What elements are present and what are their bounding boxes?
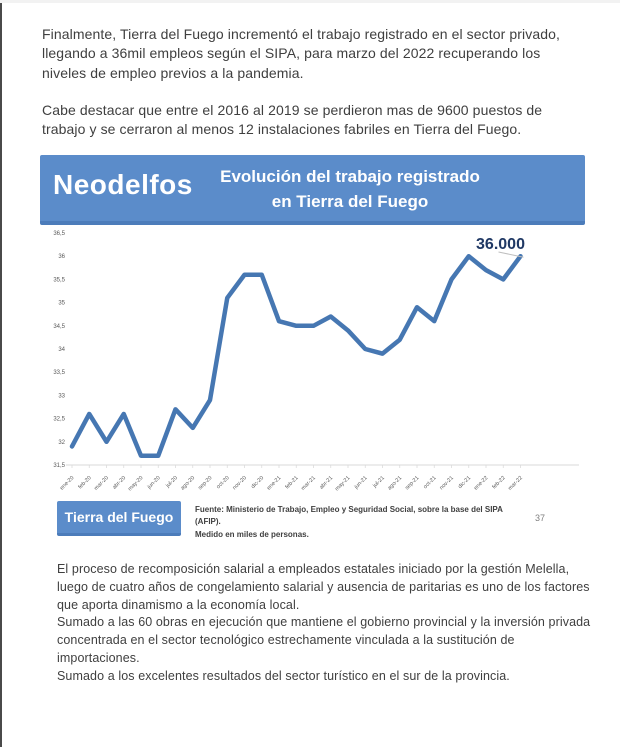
x-axis-tick-label: dic-21: [457, 475, 473, 491]
x-axis-tick-label: abr-20: [111, 475, 128, 491]
source-note: [195, 504, 505, 541]
body-paragraph-2: Sumado a las 60 obras en ejecución que mantiene el gobierno provincial y la inversión privada concentrada en el sector tecnológico estrechamente vinculada a la sustitución de importaciones.: [57, 615, 591, 665]
employment-series-line: [72, 256, 521, 456]
x-axis-tick-label: feb-20: [77, 475, 93, 491]
x-axis-tick-label: jul-20: [165, 475, 179, 489]
chart-title-line-1: Evolución del trabajo registrado: [220, 167, 480, 186]
x-axis-tick-label: mar-20: [93, 475, 110, 492]
y-axis-tick-label: 35,5: [53, 277, 65, 284]
source-note-line-2: Medido en miles de personas.: [195, 529, 309, 539]
y-axis-tick-label: 34,5: [53, 323, 65, 330]
page-number: 37: [535, 513, 546, 523]
employment-chart-panel: [40, 155, 585, 548]
x-axis-tick-label: ene-20: [59, 475, 76, 492]
x-axis-tick-label: sep-21: [404, 475, 421, 492]
x-axis-tick-label: feb-21: [284, 475, 300, 491]
chart-title-line-2: en Tierra del Fuego: [271, 191, 429, 211]
x-axis-tick-label: jun-21: [353, 475, 369, 491]
chart-footer: [40, 498, 585, 548]
x-axis-tick-label: mar-22: [507, 475, 524, 492]
x-axis-tick-label: nov-21: [438, 475, 455, 492]
closing-text-block: [57, 561, 591, 685]
x-axis-tick-label: ago-20: [179, 475, 197, 492]
body-paragraph-3: Sumado a los excelentes resultados del sector turístico en el sur de la provincia.: [57, 668, 510, 683]
x-axis-tick-label: nov-20: [231, 475, 248, 492]
y-axis-tick-label: 36,5: [53, 231, 65, 237]
y-axis-tick-label: 36: [58, 254, 65, 261]
x-axis-tick-label: mar-21: [300, 475, 317, 492]
intro-paragraph-1: Finalmente, Tierra del Fuego incrementó el trabajo registrado en el sector privado, llegando a 36mil empleos según el SIPA, para marzo del 2022 recuperando los niveles de empleo previos a la pandemia.: [42, 26, 561, 81]
y-axis-tick-label: 33: [58, 393, 65, 400]
x-axis-tick-label: feb-22: [491, 475, 507, 491]
y-axis-tick-label: 34: [58, 347, 65, 353]
x-axis-tick-label: may-21: [334, 475, 352, 493]
region-label-box: [57, 501, 181, 536]
chart-header-banner: [40, 155, 585, 225]
y-axis-tick-label: 33,5: [53, 370, 65, 377]
y-axis-tick-label: 35: [58, 300, 65, 307]
x-axis-tick-label: jun-20: [146, 475, 162, 491]
x-axis-tick-label: ene-21: [266, 475, 283, 492]
x-axis-tick-label: ago-21: [386, 475, 404, 492]
max-value-label: 36.000: [476, 236, 525, 253]
x-axis-tick-label: jul-21: [372, 475, 386, 489]
x-axis-tick-label: dic-20: [250, 475, 266, 491]
x-axis-tick-label: abr-21: [318, 475, 335, 491]
document-page: [0, 3, 620, 747]
x-axis-tick-label: ene-22: [473, 475, 490, 492]
body-paragraph-1: El proceso de recomposición salarial a empleados estatales iniciado por la gestión Melella, luego de cuatro años de congelamiento salarial y ausencia de paritarias es uno de los factores que aporta dinamismo a la economía local.: [57, 562, 590, 612]
y-axis-tick-label: 32: [58, 439, 65, 446]
y-axis-tick-label: 31,5: [53, 463, 65, 469]
region-label: Tierra del Fuego: [64, 509, 174, 525]
chart-title: [190, 165, 510, 214]
source-note-line-1: Fuente: Ministerio de Trabajo, Empleo y Seguridad Social, sobre la base del SIPA (AFIP).: [195, 505, 503, 527]
x-axis-tick-label: oct-20: [215, 475, 231, 491]
employment-line-chart: [40, 225, 585, 498]
x-axis-tick-label: oct-21: [422, 475, 438, 491]
y-axis-tick-label: 32,5: [53, 416, 65, 423]
x-axis-tick-label: sep-20: [197, 475, 214, 492]
brand-logo-text: Neodelfos: [53, 169, 193, 200]
intro-paragraph-2: Cabe destacar que entre el 2016 al 2019 se perdieron mas de 9600 puestos de trabajo y se cerraron al menos 12 instalaciones fabriles en Tierra del Fuego.: [42, 102, 543, 138]
x-axis-tick-label: may-20: [127, 475, 145, 493]
